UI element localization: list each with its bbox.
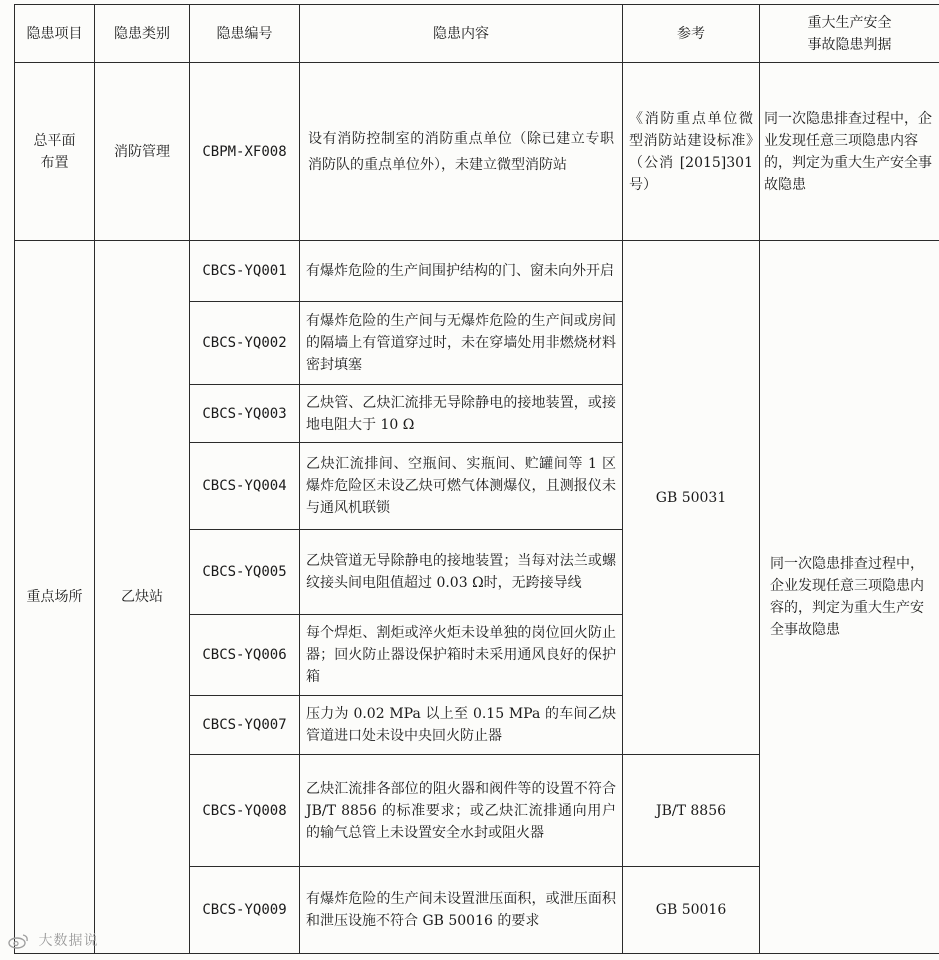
content-cell: 乙炔管道无导除静电的接地装置；当每对法兰或螺纹接头间电阻值超过 0.03 Ω时，无跨接导线: [300, 530, 623, 615]
item-line2: 布置: [40, 154, 69, 171]
reference-cell: 《消防重点单位微型消防站建设标准》（公消 [2015]301号）: [623, 63, 760, 241]
header-row: [15, 5, 939, 63]
item-cell-key-site: 重点场所: [15, 241, 95, 954]
content-cell: 设有消防控制室的消防重点单位（除已建立专职消防队的重点单位外），未建立微型消防站: [300, 63, 623, 241]
code-cell: CBCS-YQ005: [190, 530, 300, 615]
header-judgment-line1: 重大生产安全: [807, 14, 892, 31]
judgment-cell: 同一次隐患排查过程中，企业发现任意三项隐患内容的，判定为重大生产安全事故隐患: [760, 241, 939, 954]
code-cell: CBCS-YQ002: [190, 302, 300, 385]
code-cell: CBCS-YQ003: [190, 385, 300, 443]
content-cell: 乙炔管、乙炔汇流排无导除静电的接地装置，或接地电阻大于 10 Ω: [300, 385, 623, 443]
category-cell-acetylene: 乙炔站: [95, 241, 190, 954]
header-judgment: [760, 5, 939, 63]
content-cell: 压力为 0.02 MPa 以上至 0.15 MPa 的车间乙炔管道进口处未设中央回火防止器: [300, 696, 623, 755]
code-cell: CBCS-YQ004: [190, 443, 300, 530]
content-cell: 乙炔汇流排各部位的阻火器和阀件等的设置不符合 JB/T 8856 的标准要求；或乙炔汇流排通向用户的输气总管上未设置安全水封或阻火器: [300, 755, 623, 867]
header-judgment-line2: 事故隐患判据: [807, 36, 892, 53]
reference-cell: JB/T 8856: [623, 755, 760, 867]
header-reference: 参考: [623, 5, 760, 63]
category-cell: 消防管理: [95, 63, 190, 241]
code-cell: CBCS-YQ006: [190, 615, 300, 696]
item-cell: [15, 63, 95, 241]
table-row: [15, 63, 939, 241]
content-cell: 乙炔汇流排间、空瓶间、实瓶间、贮罐间等 1 区爆炸危险区未设乙炔可燃气体测爆仪，且测报仪未与通风机联锁: [300, 443, 623, 530]
header-category: 隐患类别: [95, 5, 190, 63]
code-cell: CBCS-YQ001: [190, 241, 300, 302]
code-cell: CBPM-XF008: [190, 63, 300, 241]
content-cell: 每个焊炬、割炬或淬火炬未设单独的岗位回火防止器；回火防止器设保护箱时未采用通风良好的保护箱: [300, 615, 623, 696]
table-row: [15, 241, 939, 302]
judgment-cell: 同一次隐患排查过程中，企业发现任意三项隐患内容的，判定为重大生产安全事故隐患: [760, 63, 939, 241]
reference-cell: GB 50031: [623, 241, 760, 755]
watermark-text: 大数据说: [38, 933, 99, 949]
code-cell: CBCS-YQ007: [190, 696, 300, 755]
weibo-logo-icon: [8, 933, 30, 949]
code-cell: CBCS-YQ009: [190, 867, 300, 954]
content-cell: 有爆炸危险的生产间未设置泄压面积，或泄压面积和泄压设施不符合 GB 50016 的要求: [300, 867, 623, 954]
watermark: [8, 930, 98, 950]
header-content: 隐患内容: [300, 5, 623, 63]
reference-cell: GB 50016: [623, 867, 760, 954]
item-line1: 总平面: [33, 132, 76, 149]
content-cell: 有爆炸危险的生产间围护结构的门、窗未向外开启: [300, 241, 623, 302]
code-cell: CBCS-YQ008: [190, 755, 300, 867]
hazard-table: [14, 4, 939, 954]
header-item: 隐患项目: [15, 5, 95, 63]
content-cell: 有爆炸危险的生产间与无爆炸危险的生产间或房间的隔墙上有管道穿过时，未在穿墙处用非燃烧材料密封填塞: [300, 302, 623, 385]
header-code: 隐患编号: [190, 5, 300, 63]
